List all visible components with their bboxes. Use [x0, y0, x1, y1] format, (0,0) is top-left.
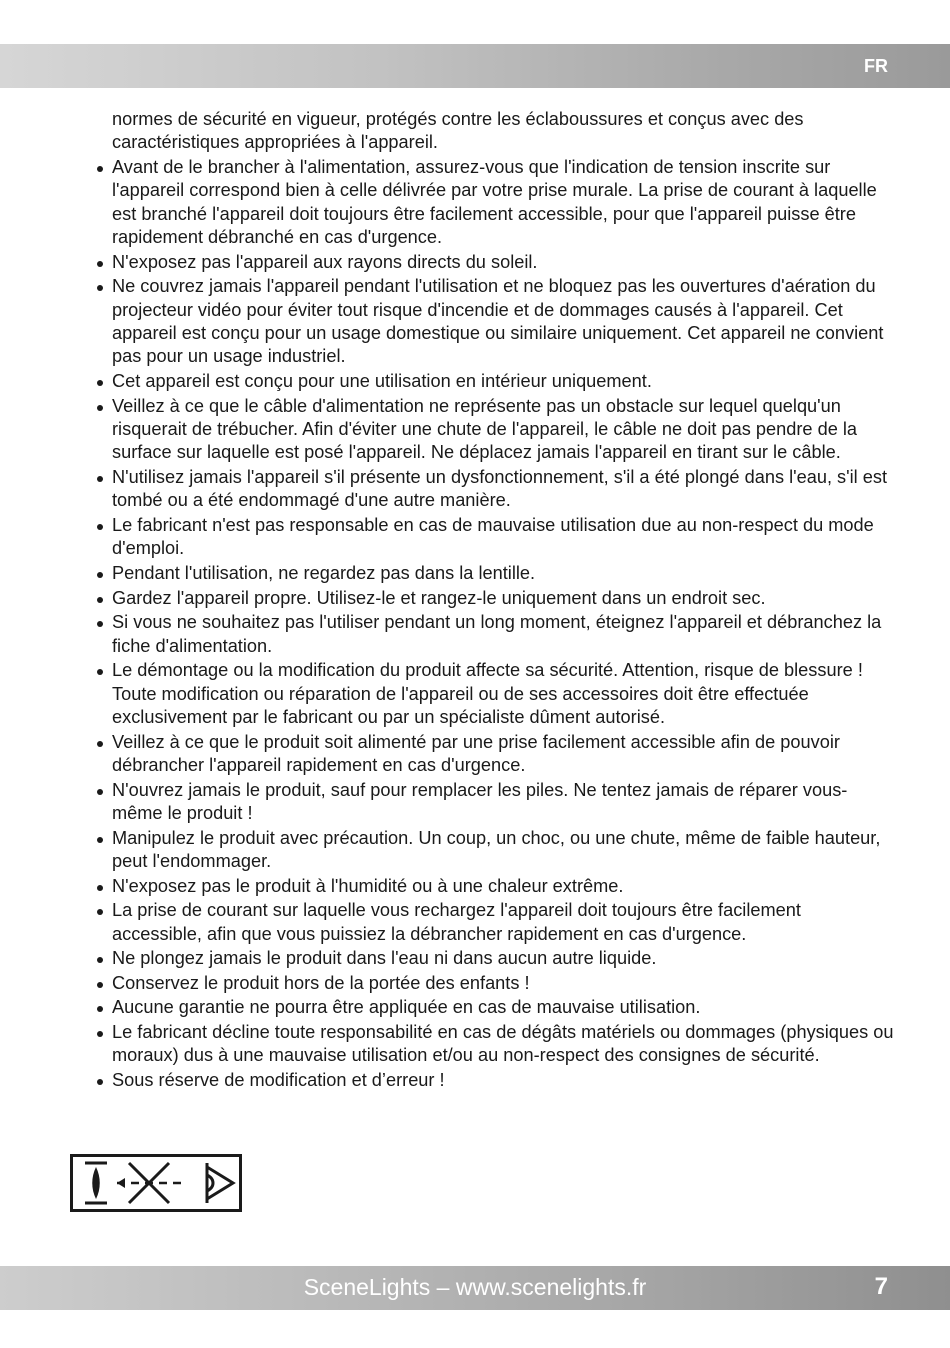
bullet-item	[94, 562, 894, 585]
bullet-text: N'exposez pas l'appareil aux rayons directs du soleil.	[112, 251, 538, 272]
bullet-dot-icon	[97, 982, 103, 988]
bullet-dot-icon	[97, 1079, 103, 1085]
language-tag: FR	[864, 56, 888, 76]
bullet-item	[94, 996, 894, 1019]
bullet-dot-icon	[97, 669, 103, 675]
bullet-item	[94, 275, 894, 369]
bullet-text: Ne couvrez jamais l'appareil pendant l'utilisation et ne bloquez pas les ouvertures d'aération du projecteur vidéo pour éviter tout risque d'incendie et de dommages causés à l'appareil. Cet appareil est conçu pour un usage domestique ou similaire uniquement. Cet appareil ne convient pas pour un usage industriel.	[112, 276, 884, 367]
bullet-item	[94, 251, 894, 274]
bullet-dot-icon	[97, 885, 103, 891]
safety-instructions	[94, 108, 894, 1094]
bullet-dot-icon	[97, 597, 103, 603]
bullet-item	[94, 514, 894, 561]
bullet-text: Gardez l'appareil propre. Utilisez-le et rangez-le uniquement dans un endroit sec.	[112, 587, 766, 608]
bullet-dot-icon	[97, 909, 103, 915]
bullet-item	[94, 731, 894, 778]
bullet-dot-icon	[97, 380, 103, 386]
bullet-text: Veillez à ce que le câble d'alimentation ne représente pas un obstacle sur lequel quelqu'un risquerait de trébucher. Afin d'éviter une chute de l'appareil, le câble ne doit pas pendre de la surface sur laquelle est posé l'appareil. Ne déplacez jamais l'appareil en tirant sur le câble.	[112, 395, 858, 463]
bullet-dot-icon	[97, 741, 103, 747]
bullet-item	[94, 659, 894, 729]
bullet-item	[94, 1069, 894, 1092]
bullet-dot-icon	[97, 285, 103, 291]
bullet-text: La prise de courant sur laquelle vous rechargez l'appareil doit toujours être facilement accessible, afin que vous puissiez la débrancher rapidement en cas d'urgence.	[112, 900, 801, 944]
bullet-text: Pendant l'utilisation, ne regardez pas dans la lentille.	[112, 563, 536, 584]
footer-website: SceneLights – www.scenelights.fr	[303, 1274, 647, 1300]
header-bar	[0, 44, 950, 88]
footer-bar	[0, 1266, 950, 1310]
bullet-item	[94, 611, 894, 658]
bullet-dot-icon	[97, 524, 103, 530]
bullet-dot-icon	[97, 1031, 103, 1037]
bullet-item	[94, 947, 894, 970]
bullet-text: Le fabricant décline toute responsabilité en cas de dégâts matériels ou dommages (physiques ou moraux) dus à une mauvaise utilisation et/ou au non-respect des consignes de sécurité.	[112, 1022, 894, 1066]
bullet-item	[94, 899, 894, 946]
bullet-text: Cet appareil est conçu pour une utilisation en intérieur uniquement.	[112, 371, 652, 392]
bullet-text: N'ouvrez jamais le produit, sauf pour remplacer les piles. Ne tentez jamais de réparer vous-même le produit !	[112, 779, 848, 824]
bullet-text: Manipulez le produit avec précaution. Un coup, un choc, ou une chute, même de faible hauteur, peut l'endommager.	[112, 827, 881, 872]
bullet-text: N'exposez pas le produit à l'humidité ou à une chaleur extrême.	[112, 875, 624, 896]
bullet-dot-icon	[97, 261, 103, 267]
bullet-item	[94, 779, 894, 826]
bullet-dot-icon	[97, 572, 103, 578]
bullet-item	[94, 395, 894, 465]
bullet-item	[94, 370, 894, 393]
bullet-dot-icon	[97, 957, 103, 963]
bullet-item	[94, 875, 894, 898]
lens-warning-symbol	[70, 1154, 242, 1212]
bullet-text: Avant de le brancher à l'alimentation, assurez-vous que l'indication de tension inscrite sur l'appareil correspond bien à celle délivrée par votre prise murale. La prise de courant à laquelle est branché l'appareil doit toujours être facilement accessible, pour que l'appareil puisse être rapidement débranché en cas d'urgence.	[112, 156, 877, 248]
bullet-list	[94, 156, 894, 1093]
bullet-item	[94, 827, 894, 874]
bullet-item	[94, 972, 894, 995]
bullet-text: Sous réserve de modification et d’erreur !	[112, 1070, 445, 1090]
do-not-look-into-lens-icon	[73, 1157, 239, 1209]
bullet-text: N'utilisez jamais l'appareil s'il présente un dysfonctionnement, s'il a été plongé dans l'eau, s'il est tombé ou a été endommagé d'une autre manière.	[112, 467, 888, 511]
bullet-dot-icon	[97, 1006, 103, 1012]
bullet-dot-icon	[97, 166, 103, 172]
bullet-text: Le démontage ou la modification du produit affecte sa sécurité. Attention, risque de blessure ! Toute modification ou réparation de l'appareil ou de ses accessoires doit être effectuée exclusivement par le fabricant ou par un spécialiste dûment autorisé.	[112, 660, 863, 728]
continuation-paragraph: normes de sécurité en vigueur, protégés contre les éclaboussures et conçus avec des caractéristiques appropriées à l'appareil.	[112, 109, 804, 153]
bullet-text: Aucune garantie ne pourra être appliquée en cas de mauvaise utilisation.	[112, 997, 701, 1018]
bullet-item	[94, 156, 894, 250]
bullet-text: Si vous ne souhaitez pas l'utiliser pendant un long moment, éteignez l'appareil et débranchez la fiche d'alimentation.	[112, 612, 882, 656]
bullet-dot-icon	[97, 837, 103, 843]
bullet-dot-icon	[97, 405, 103, 411]
bullet-text: Ne plongez jamais le produit dans l'eau ni dans aucun autre liquide.	[112, 948, 657, 969]
bullet-text: Veillez à ce que le produit soit alimenté par une prise facilement accessible afin de pouvoir débrancher l'appareil rapidement en cas d'urgence.	[112, 731, 840, 776]
bullet-dot-icon	[97, 789, 103, 795]
bullet-item	[94, 466, 894, 513]
bullet-item	[94, 1021, 894, 1068]
bullet-dot-icon	[97, 476, 103, 482]
bullet-item	[94, 587, 894, 610]
bullet-dot-icon	[97, 621, 103, 627]
bullet-text: Conservez le produit hors de la portée des enfants !	[112, 972, 530, 993]
page-number: 7	[874, 1273, 888, 1300]
bullet-text: Le fabricant n'est pas responsable en cas de mauvaise utilisation due au non-respect du mode d'emploi.	[112, 515, 874, 559]
